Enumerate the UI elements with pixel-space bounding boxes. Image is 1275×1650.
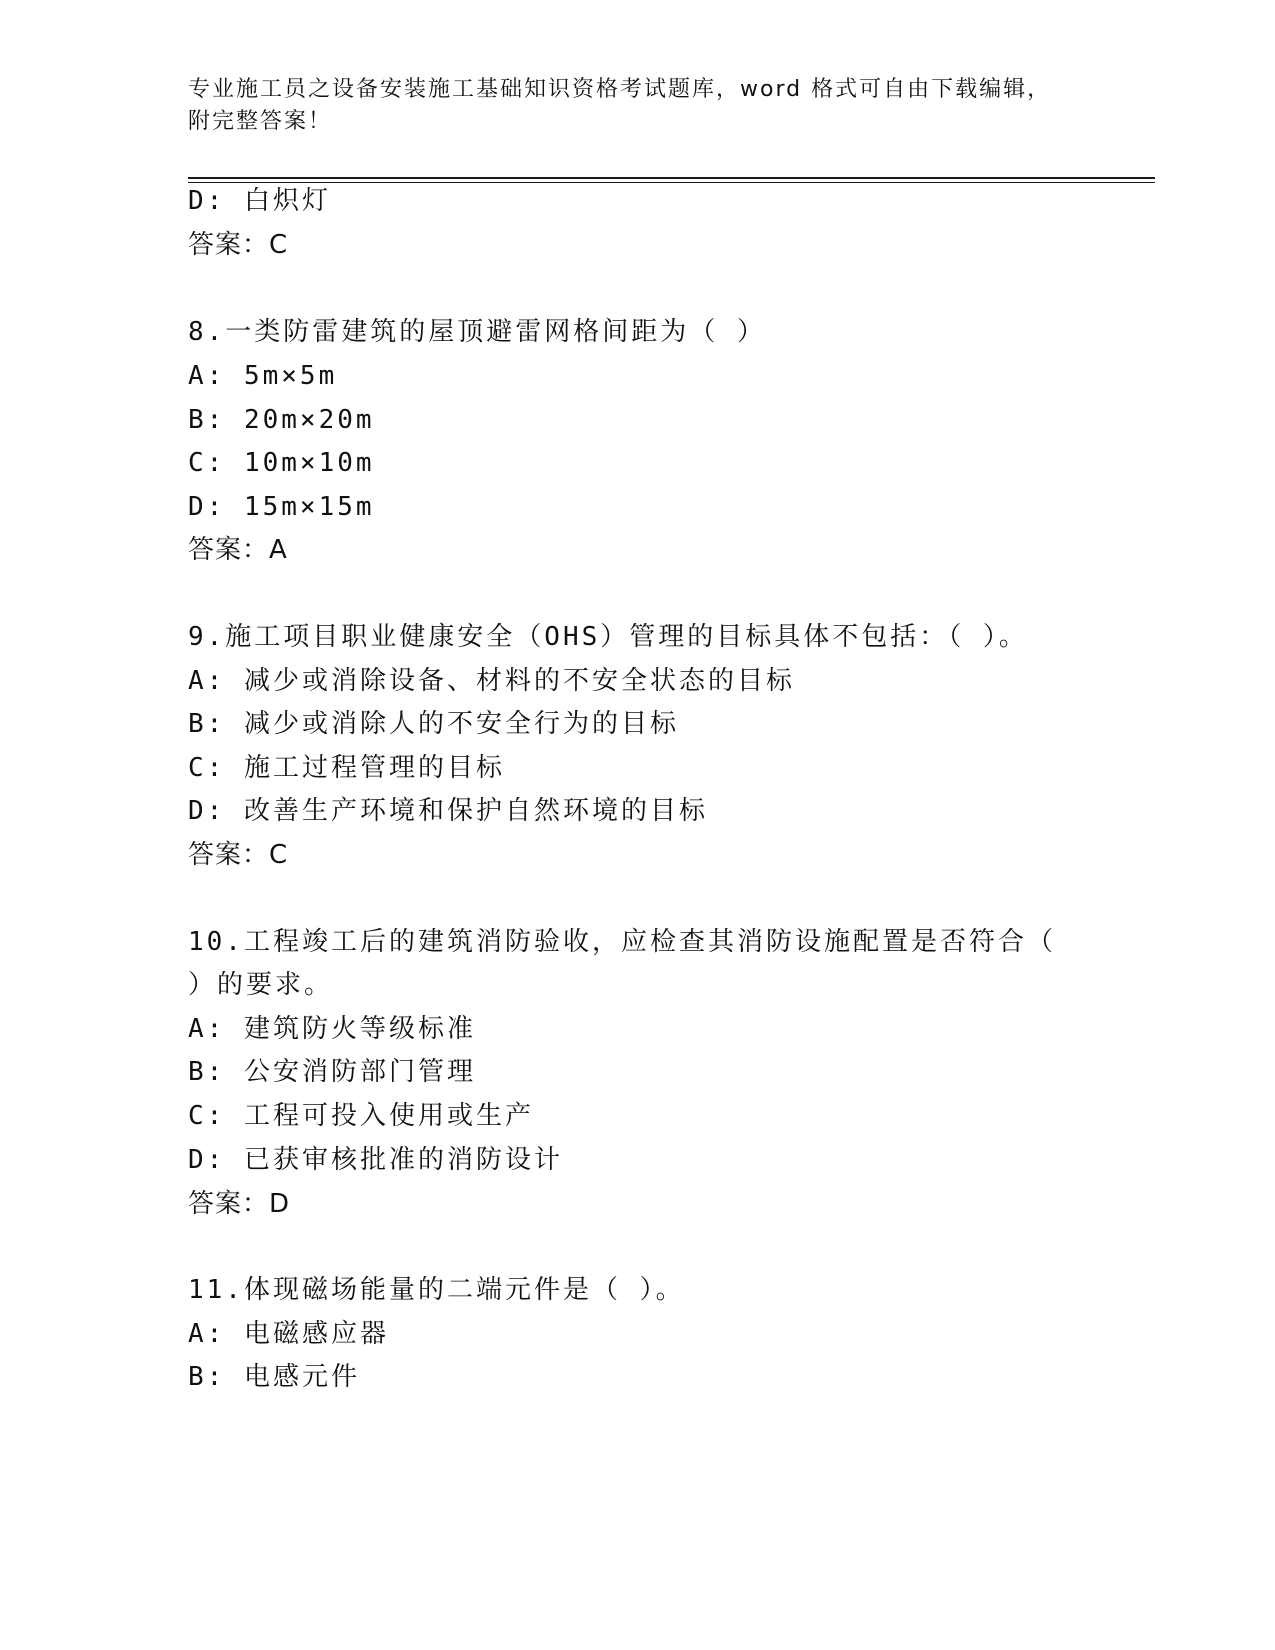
- q8-option-d: D: 15m×15m: [188, 492, 375, 522]
- q8-stem: 8.一类防雷建筑的屋顶避雷网格间距为（ ）: [188, 317, 766, 347]
- q8-answer: 答案：A: [188, 535, 288, 565]
- prev-answer: 答案：C: [188, 230, 289, 260]
- prev-option-d: D: 白炽灯: [188, 186, 331, 216]
- q8-option-b: B: 20m×20m: [188, 405, 375, 435]
- q9-option-b: B: 减少或消除人的不安全行为的目标: [188, 709, 679, 739]
- q9-stem: 9.施工项目职业健康安全（OHS）管理的目标具体不包括：（ ）。: [188, 622, 1028, 652]
- q10-answer: 答案：D: [188, 1189, 291, 1219]
- q8-option-c: C: 10m×10m: [188, 448, 375, 478]
- q9-option-c: C: 施工过程管理的目标: [188, 753, 505, 783]
- q10-option-c: C: 工程可投入使用或生产: [188, 1101, 534, 1131]
- document-header: [188, 74, 1088, 138]
- header-line-2: 附完整答案！: [188, 109, 333, 134]
- q10-option-b: B: 公安消防部门管理: [188, 1057, 476, 1087]
- header-line-1: 专业施工员之设备安装施工基础知识资格考试题库，word 格式可自由下载编辑，: [188, 77, 1052, 102]
- q11-stem: 11.体现磁场能量的二端元件是（ ）。: [188, 1275, 685, 1305]
- q10-stem-line-1: 10.工程竣工后的建筑消防验收，应检查其消防设施配置是否符合（: [188, 927, 1056, 957]
- q9-option-a: A: 减少或消除设备、材料的不安全状态的目标: [188, 666, 795, 696]
- q10-stem-line-2: ）的要求。: [188, 970, 334, 1000]
- q11-option-a: A: 电磁感应器: [188, 1319, 389, 1349]
- q9-answer: 答案：C: [188, 840, 289, 870]
- q8-option-a: A: 5m×5m: [188, 361, 338, 391]
- q9-option-d: D: 改善生产环境和保护自然环境的目标: [188, 796, 708, 826]
- q11-option-b: B: 电感元件: [188, 1362, 360, 1392]
- q10-option-a: A: 建筑防火等级标准: [188, 1014, 476, 1044]
- header-rule-thick: [188, 177, 1155, 179]
- header-rule-thin: [188, 182, 1155, 183]
- q10-option-d: D: 已获审核批准的消防设计: [188, 1145, 563, 1175]
